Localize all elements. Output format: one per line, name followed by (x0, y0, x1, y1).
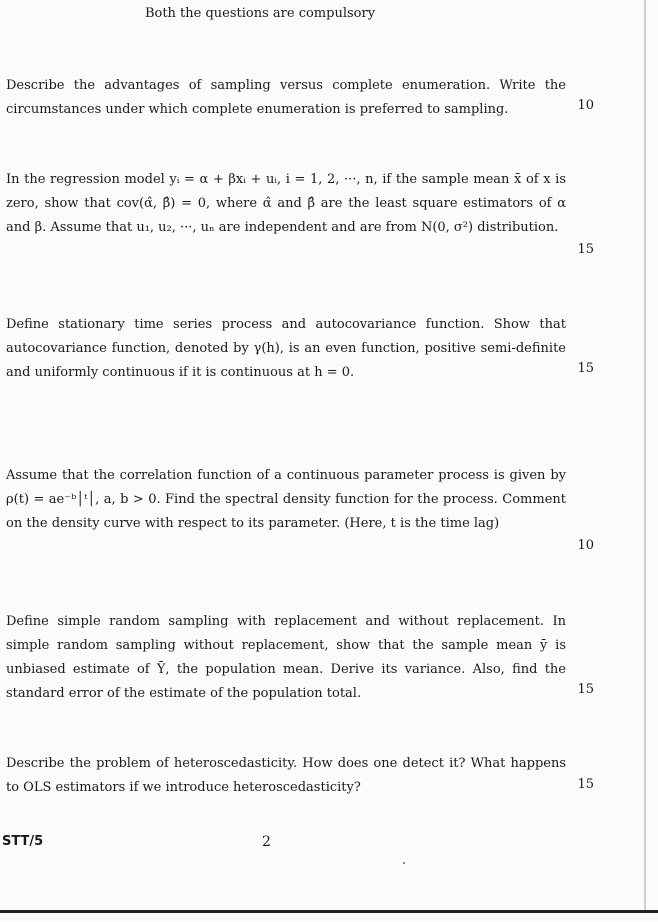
question-2-marks: 15 (577, 242, 594, 257)
bottom-border-line (0, 910, 658, 913)
question-6-marks: 15 (577, 777, 594, 792)
question-4-marks: 10 (577, 538, 594, 553)
question-text: Describe the advantages of sampling versus complete enumeration. Write the circumstances under which complete enumeration is preferred to sampling. (6, 78, 566, 117)
question-text: In the regression model yᵢ = α + βxᵢ + uᵢ, i = 1, 2, ···, n, if the sample mean x̄ of x is zero, show that cov(α̂, β̂) = 0, where α̂ and β̂ are the least square estimators of α and β. Assume that u₁, u₂, ···, uₙ are independent and are from N(0, σ²) distribution. (6, 172, 566, 235)
question-3-marks: 15 (577, 361, 594, 376)
scan-edge-shadow (644, 0, 646, 910)
question-1-marks: 10 (577, 98, 594, 113)
question-3 (6, 313, 566, 385)
question-text: Describe the problem of heteroscedasticity. How does one detect it? What happens to OLS estimators if we introduce heteroscedasticity? (6, 756, 566, 795)
question-text: Define simple random sampling with replacement and without replacement. In simple random sampling without replacement, show that the sample mean ȳ is unbiased estimate of Ȳ, the population mean. Derive its variance. Also, find the standard error of the estimate of the population total. (6, 614, 566, 701)
question-text: Assume that the correlation function of a continuous parameter process is given by ρ(t) = ae⁻ᵇ│ᵗ│, a, b > 0. Find the spectral density function for the process. Comment on the density curve with respect to its parameter. (Here, t is the time lag) (6, 468, 566, 531)
question-2 (6, 168, 566, 240)
question-5-marks: 15 (577, 682, 594, 697)
instructions-header: Both the questions are compulsory (144, 6, 376, 21)
question-5 (6, 610, 566, 706)
question-4 (6, 464, 566, 536)
question-1 (6, 74, 566, 122)
question-text: Define stationary time series process and autocovariance function. Show that autocovariance function, denoted by γ(h), is an even function, positive semi-definite and uniformly continuous if it is continuous at h = 0. (6, 317, 566, 380)
paper-code: STT/5 (2, 834, 44, 849)
page-number: 2 (262, 834, 271, 850)
scan-speck (403, 862, 405, 864)
question-6 (6, 752, 566, 800)
